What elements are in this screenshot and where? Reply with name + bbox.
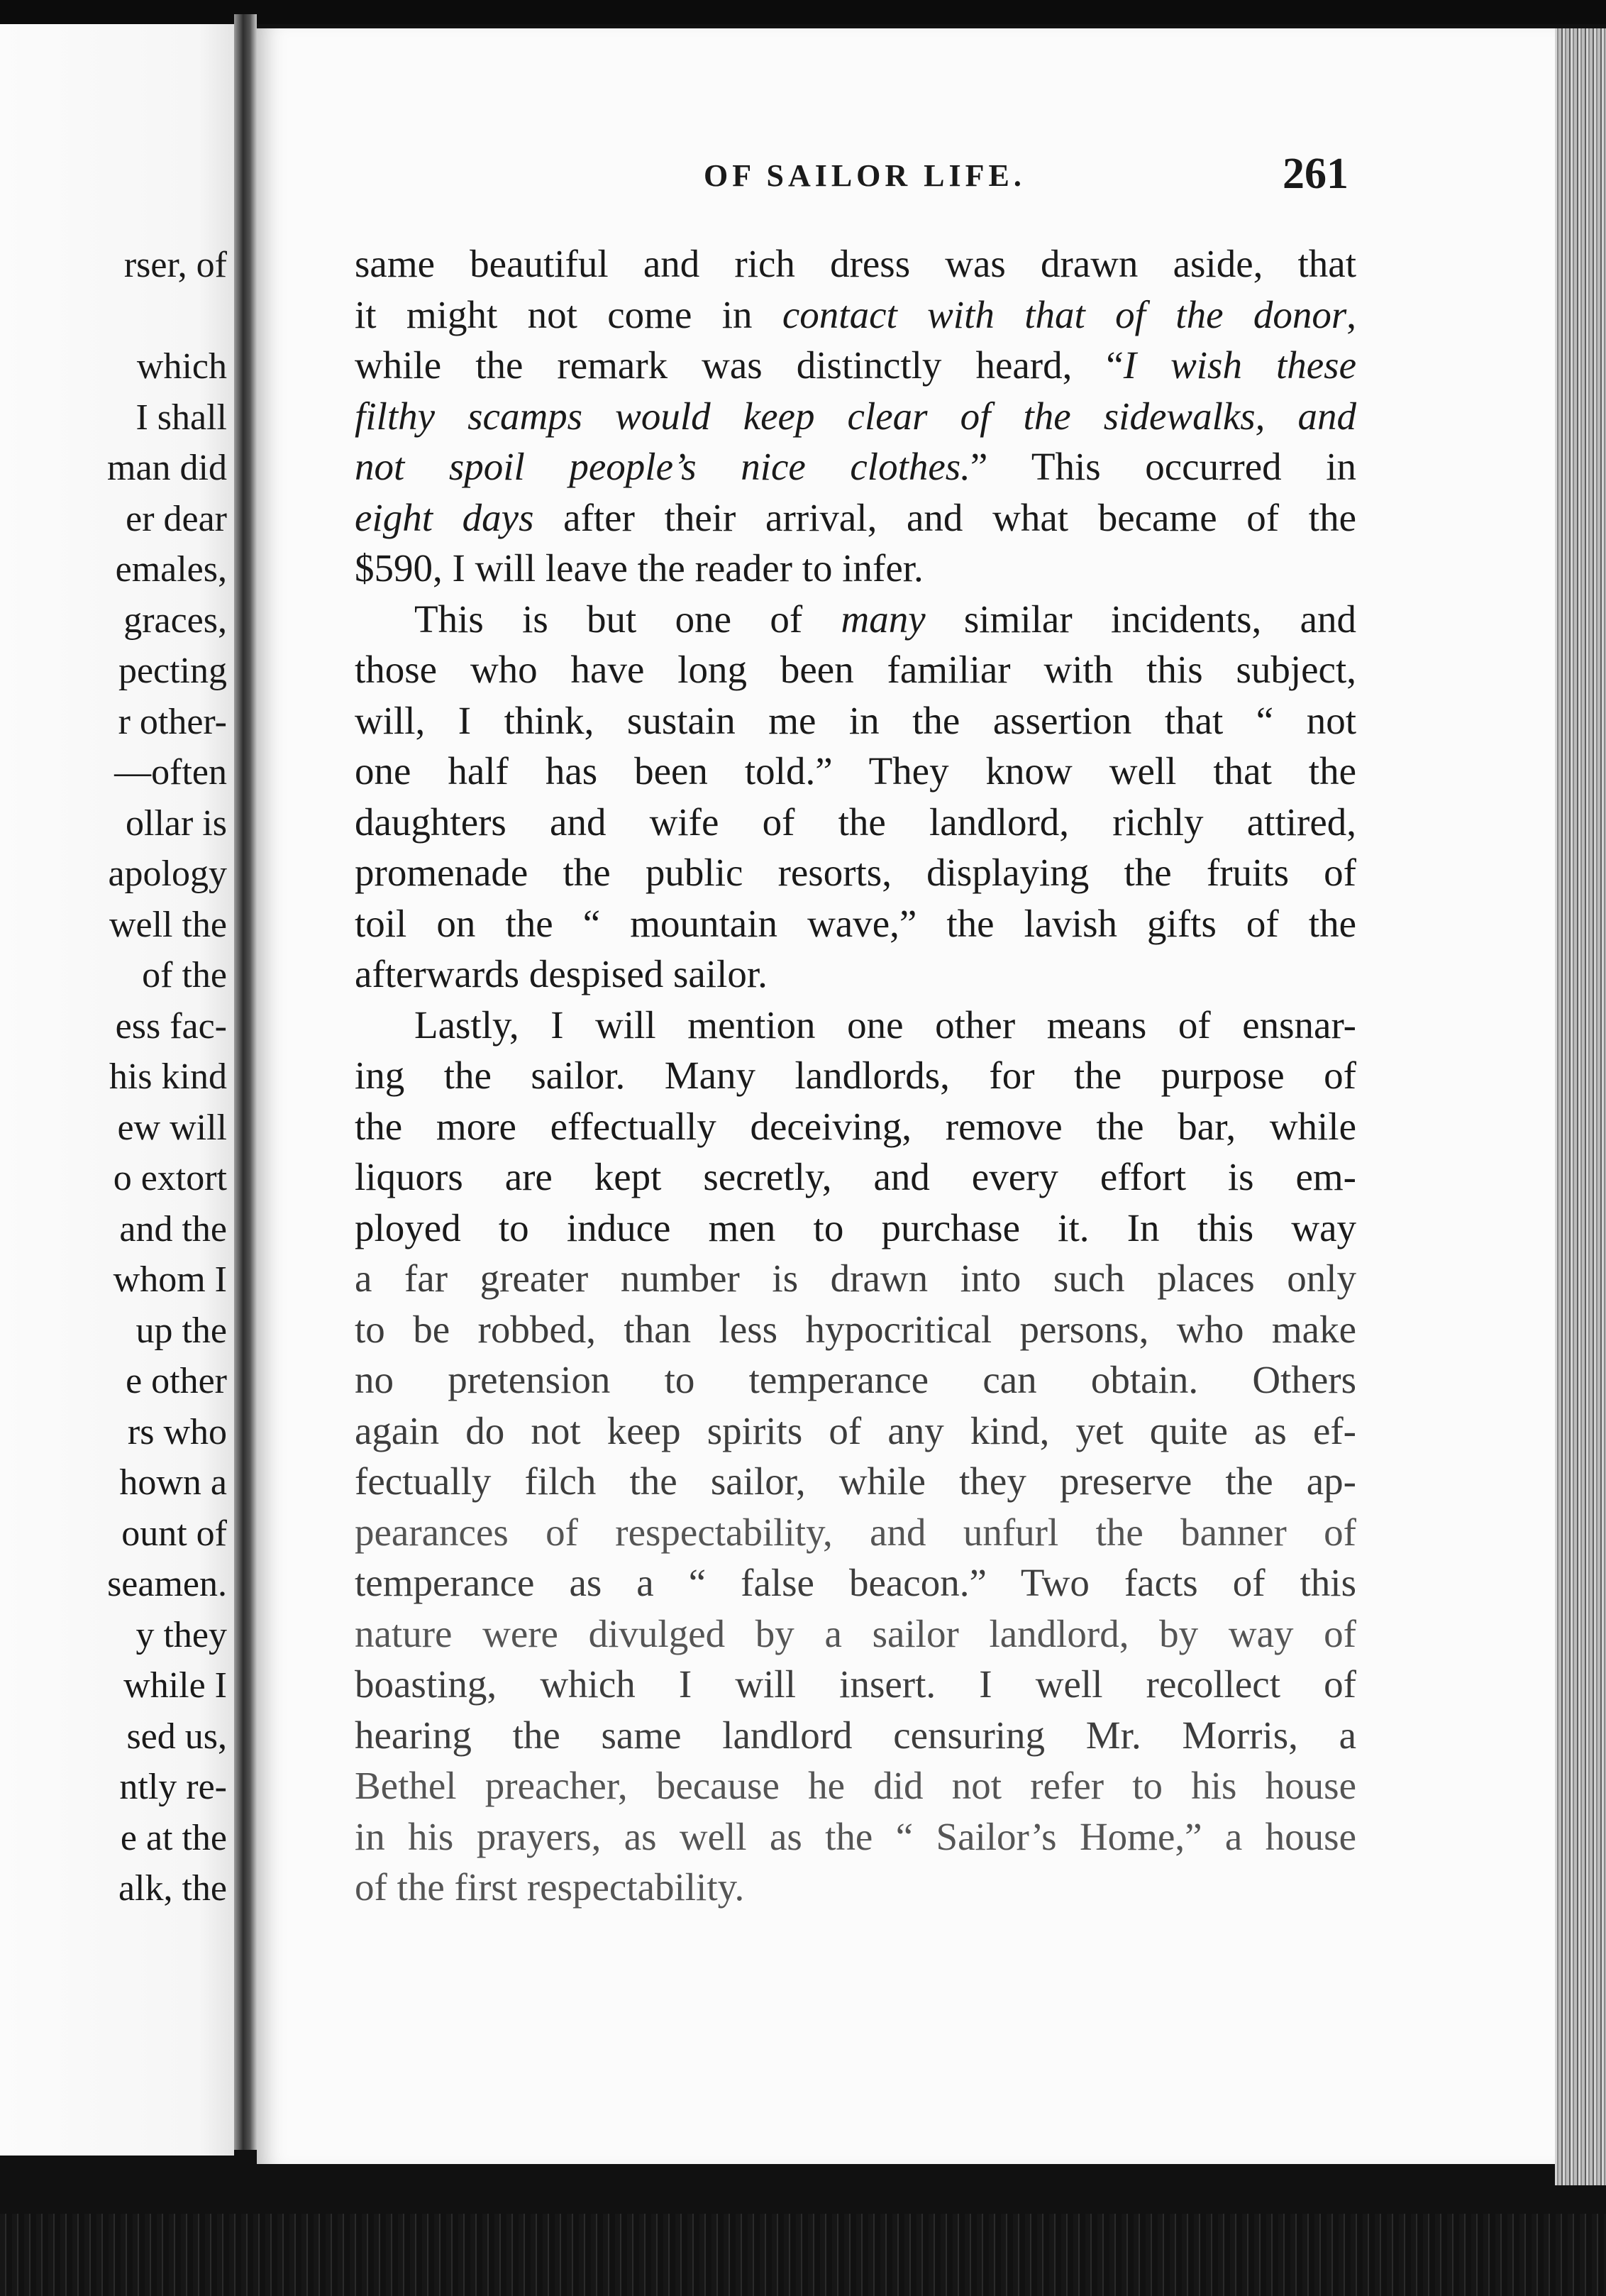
text-line: ployed to induce men to purchase it. In this way: [355, 1205, 1356, 1249]
text-line: again do not keep spirits of any kind, yet quite as ef-: [355, 1408, 1356, 1452]
text-line: $590, I will leave the reader to infer.: [355, 546, 924, 590]
page-edges: [1555, 28, 1606, 2185]
text-line: Lastly, I will mention one other means of ensnar-: [414, 1003, 1356, 1047]
text-line: not spoil people’s nice clothes.” This occurred in: [355, 445, 1356, 488]
left-page-line-fragment: up the: [135, 1310, 227, 1351]
left-facing-page: [0, 24, 234, 2156]
left-page-line-fragment: er dear: [126, 498, 227, 539]
text-line: no pretension to temperance can obtain. Others: [355, 1358, 1356, 1401]
text-line: fectually filch the sailor, while they preserve the ap-: [355, 1459, 1356, 1503]
running-title: OF SAILOR LIFE.: [704, 158, 1026, 193]
left-page-line-fragment: pecting: [118, 651, 227, 691]
text-line: Bethel preacher, because he did not refer to his house: [355, 1764, 1356, 1807]
left-page-line-fragment: —often: [114, 752, 227, 793]
left-page-line-fragment: ess fac-: [115, 1005, 227, 1047]
left-page-line-fragment: e other: [126, 1361, 227, 1401]
left-page-line-fragment: his kind: [109, 1056, 227, 1097]
text-line: while the remark was distinctly heard, “I wish these: [355, 343, 1356, 387]
left-page-line-fragment: which: [136, 346, 227, 387]
left-page-line-fragment: I shall: [135, 397, 227, 438]
text-line: in his prayers, as well as the “ Sailor’s Home,” a house: [355, 1814, 1356, 1858]
text-line: daughters and wife of the landlord, richly attired,: [355, 800, 1356, 844]
left-page-line-fragment: alk, the: [118, 1868, 227, 1909]
left-page-line-fragment: of the: [142, 955, 227, 995]
text-line: it might not come in contact with that of the donor,: [355, 292, 1356, 336]
text-line: toil on the “ mountain wave,” the lavish gifts of the: [355, 901, 1356, 945]
text-line: one half has been told.” They know well that the: [355, 749, 1356, 793]
left-page-fragments: [0, 24, 234, 2156]
text-line: hearing the same landlord censuring Mr. Morris, a: [355, 1713, 1356, 1757]
text-line: ing the sailor. Many landlords, for the purpose of: [355, 1054, 1356, 1097]
left-page-line-fragment: ntly re-: [119, 1767, 227, 1807]
left-page-line-fragment: ew will: [117, 1107, 227, 1148]
left-page-line-fragment: graces,: [123, 600, 227, 641]
book-gutter: [234, 14, 257, 2150]
left-page-line-fragment: while I: [123, 1665, 227, 1706]
text-line: the more effectually deceiving, remove the bar, while: [355, 1104, 1356, 1148]
text-line: boasting, which I will insert. I well recollect of: [355, 1662, 1356, 1706]
left-page-line-fragment: apology: [108, 854, 227, 894]
left-page-line-fragment: man did: [107, 448, 227, 488]
left-page-line-fragment: seamen.: [107, 1564, 227, 1604]
text-line: pearances of respectability, and unfurl the banner of: [355, 1510, 1356, 1554]
left-page-line-fragment: and the: [119, 1208, 227, 1249]
text-line: nature were divulged by a sailor landlord, by way of: [355, 1611, 1356, 1655]
left-page-line-fragment: hown a: [119, 1462, 227, 1503]
left-page-line-fragment: o extort: [113, 1158, 227, 1198]
left-page-line-fragment: rser, of: [123, 245, 227, 285]
left-page-line-fragment: rs who: [127, 1411, 227, 1452]
left-page-line-fragment: e at the: [120, 1817, 227, 1858]
text-line: same beautiful and rich dress was drawn aside, that: [355, 242, 1356, 285]
text-line: promenade the public resorts, displaying the fruits of: [355, 851, 1356, 894]
left-page-line-fragment: ount of: [121, 1513, 227, 1554]
left-page-line-fragment: r other-: [118, 701, 227, 742]
text-line: those who have long been familiar with this subject,: [355, 648, 1356, 691]
left-page-line-fragment: ollar is: [126, 802, 227, 844]
text-line: liquors are kept secretly, and every effort is em-: [355, 1155, 1356, 1198]
text-line: of the first respectability.: [355, 1865, 745, 1909]
page-number: 261: [1283, 150, 1349, 198]
left-page-line-fragment: sed us,: [126, 1716, 227, 1757]
text-line: afterwards despised sailor.: [355, 952, 768, 995]
left-page-line-fragment: whom I: [113, 1259, 227, 1300]
text-line: This is but one of many similar incidents, and: [414, 597, 1356, 641]
text-line: temperance as a “ false beacon.” Two facts of this: [355, 1561, 1356, 1604]
text-line: eight days after their arrival, and what became of the: [355, 495, 1356, 539]
text-line: will, I think, sustain me in the assertion that “ not: [355, 698, 1356, 742]
text-line: a far greater number is drawn into such places only: [355, 1257, 1356, 1300]
text-line: filthy scamps would keep clear of the sidewalks, and: [355, 394, 1356, 438]
left-page-line-fragment: well the: [109, 904, 227, 945]
left-page-line-fragment: y they: [135, 1614, 227, 1655]
left-page-line-fragment: emales,: [115, 549, 227, 590]
text-line: to be robbed, than less hypocritical persons, who make: [355, 1307, 1356, 1351]
page-body: [355, 238, 1356, 1913]
scan-border-bottom: [0, 2214, 1606, 2296]
